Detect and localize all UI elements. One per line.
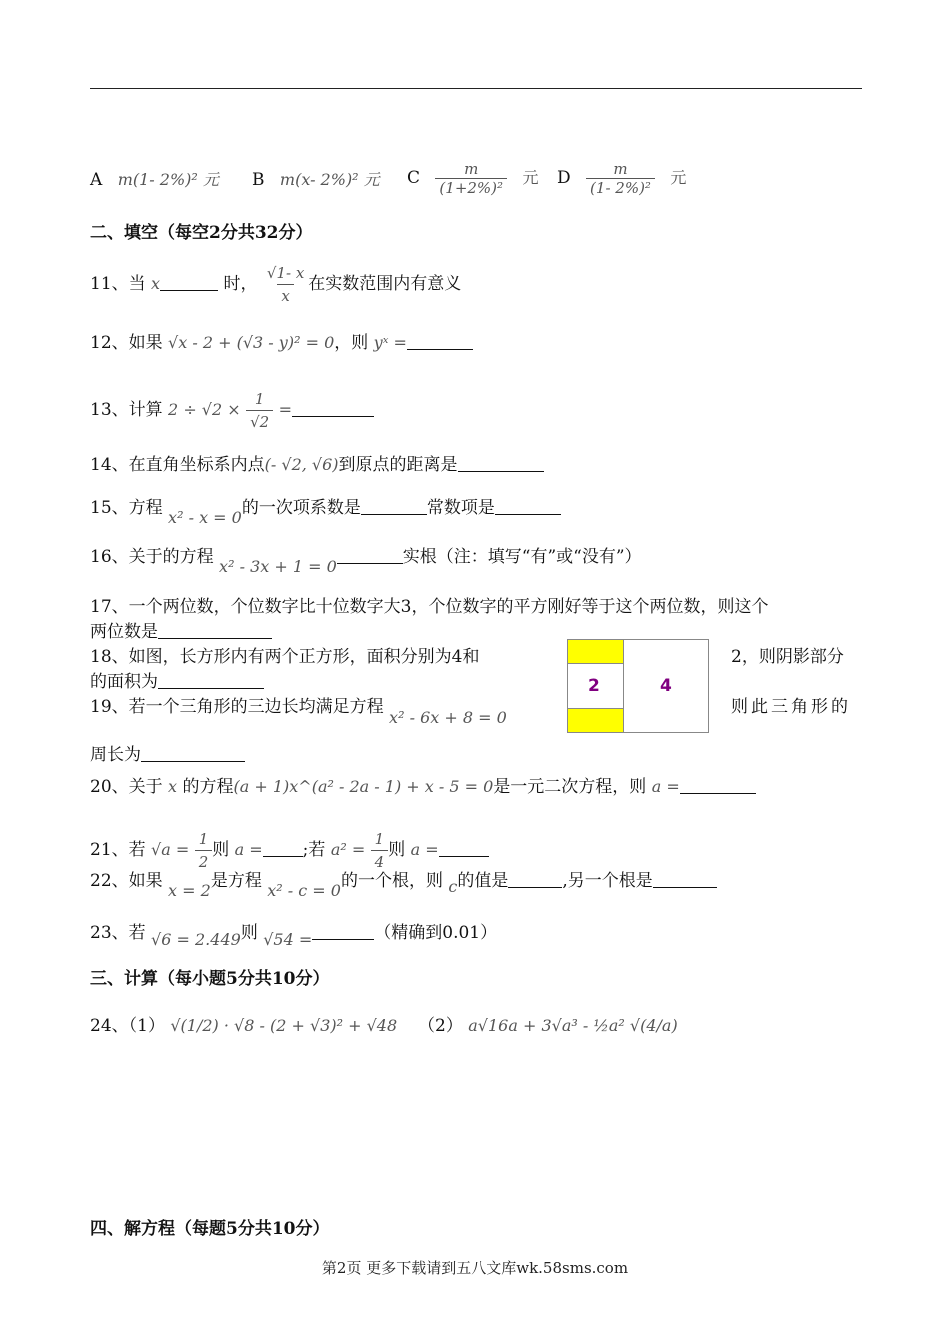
q21-answer-1: a = — [234, 840, 263, 859]
q14-blank[interactable] — [458, 455, 544, 472]
q15-blank-2[interactable] — [495, 498, 561, 515]
q23-expr-2: √54 = — [263, 930, 313, 949]
figure-divider — [623, 640, 624, 732]
q21-expr-2: a² = — [330, 840, 366, 859]
q22-blank-2[interactable] — [653, 871, 717, 888]
q17-blank[interactable] — [158, 622, 272, 639]
q21-then-1: 则 — [212, 840, 230, 860]
q13-blank[interactable] — [292, 400, 374, 417]
shaded-region-top — [568, 640, 623, 664]
q22-mid-4: ,另一个根是 — [562, 871, 653, 891]
q16-equation: x² - 3x + 1 = 0 — [219, 557, 337, 576]
q15-equation: x² - x = 0 — [168, 508, 242, 527]
q20-suffix: 是一元二次方程，则 — [493, 777, 647, 797]
q14-prefix: 14、在直角坐标系内点 — [90, 455, 265, 475]
q21-blank-1[interactable] — [263, 840, 303, 857]
question-16 — [90, 546, 642, 576]
question-21 — [90, 828, 489, 873]
question-17-line-1: 17、一个两位数，个位数字比十位数字大3，个位数字的平方刚好等于这个两位数，则这个 — [90, 597, 769, 617]
q24-label-2: （2） — [418, 1016, 463, 1036]
q21-then-2: 则 — [388, 840, 406, 860]
q17-prefix: 两位数是 — [90, 622, 158, 642]
q11-prefix: 11、当 — [90, 274, 146, 294]
header-rule — [90, 88, 862, 89]
q20-equals: a = — [651, 777, 680, 796]
q13-numerator: 1 — [254, 390, 265, 408]
q20-equation: (a + 1)x^(a² - 2a - 1) + x - 5 = 0 — [233, 777, 494, 796]
question-13 — [90, 388, 374, 433]
q12-equation: √x - 2 + (√3 - y)² = 0 — [168, 333, 335, 352]
section-2-title: 二、填空（每空2分共32分） — [90, 223, 313, 243]
option-a-letter: A — [90, 170, 103, 190]
q20-mid: 的方程 — [182, 777, 234, 797]
q13-fraction — [246, 388, 273, 433]
question-17-line-2 — [90, 621, 272, 643]
q13-expression: 2 ÷ √2 × — [168, 400, 241, 419]
option-d-unit: 元 — [670, 168, 687, 187]
q21-prefix: 21、若 — [90, 840, 146, 860]
q19-blank[interactable] — [141, 745, 245, 762]
question-19-line-2 — [90, 744, 245, 766]
option-d-numerator: m — [613, 160, 628, 178]
question-22 — [90, 870, 717, 900]
rectangle-figure — [567, 639, 709, 733]
q15-blank-1[interactable] — [361, 498, 427, 515]
q23-suffix: （精确到0.01） — [374, 923, 498, 943]
q18-suffix: 2，则阴影部分 — [731, 647, 844, 667]
option-c-denominator: (1+2%)² — [435, 178, 507, 197]
q21-separator: ;若 — [302, 840, 326, 860]
q19-equation: x² - 6x + 8 = 0 — [389, 708, 507, 727]
q24-expression-1: √(1/2) · √8 - (2 + √3)² + √48 — [170, 1016, 398, 1035]
section-4-title: 四、解方程（每题5分共10分） — [90, 1219, 330, 1239]
option-c-unit: 元 — [522, 168, 539, 187]
figure-label-2: 2 — [588, 676, 600, 696]
q23-mid: 则 — [240, 923, 258, 943]
q22-variable: c — [448, 877, 458, 896]
q21-blank-2[interactable] — [439, 840, 489, 857]
q13-denominator: √2 — [246, 410, 273, 433]
option-b-expr: m(x- 2%)² 元 — [279, 170, 380, 189]
option-c-numerator: m — [464, 160, 479, 178]
q12-blank[interactable] — [407, 333, 473, 350]
q11-blank[interactable] — [160, 274, 218, 291]
q16-blank[interactable] — [337, 547, 403, 564]
option-b — [252, 167, 380, 190]
option-a-expr: m(1- 2%)² 元 — [117, 170, 219, 189]
question-11 — [90, 262, 461, 307]
shaded-region-bottom — [568, 708, 623, 732]
q22-blank-1[interactable] — [508, 871, 562, 888]
q24-prefix: 24、（1） — [90, 1016, 165, 1036]
question-18 — [90, 646, 479, 668]
q13-equals: = — [278, 400, 292, 419]
q15-mid-2: 常数项是 — [426, 498, 495, 518]
q15-mid: 的一次项系数是 — [241, 498, 361, 518]
q18-line2: 的面积为 — [90, 672, 158, 692]
option-d-denominator: (1- 2%)² — [586, 178, 655, 197]
q19-line2: 周长为 — [90, 745, 141, 765]
q11-numerator: √1- x — [266, 264, 305, 282]
question-12 — [90, 332, 473, 354]
q22-mid-2: 的一个根，则 — [340, 871, 443, 891]
q19-suffix: 则此三角形的 — [731, 697, 851, 717]
q22-mid-3: 的值是 — [457, 871, 509, 891]
question-15 — [90, 497, 561, 527]
q18-blank[interactable] — [158, 672, 264, 689]
option-c-fraction — [435, 160, 507, 197]
question-14 — [90, 454, 544, 476]
q15-prefix: 15、方程 — [90, 498, 163, 518]
q11-fraction — [263, 262, 308, 307]
q13-prefix: 13、计算 — [90, 400, 163, 420]
question-19 — [90, 696, 507, 727]
question-18-line-2 — [90, 671, 264, 693]
question-20 — [90, 776, 756, 798]
q22-expr-2: x² - c = 0 — [267, 881, 341, 900]
q16-prefix: 16、关于的方程 — [90, 547, 214, 567]
q21-fraction-2 — [371, 828, 389, 873]
q16-suffix: 实根（注：填写“有”或“没有”） — [402, 547, 642, 567]
q18-prefix: 18、如图，长方形内有两个正方形，面积分别为4和 — [90, 647, 480, 667]
q21-expr-1: √a = — [151, 840, 190, 859]
question-24-part-2 — [418, 1015, 678, 1037]
q20-variable: x — [168, 777, 178, 796]
q14-point: (- √2, √6) — [264, 455, 339, 474]
page-footer: 第2页 更多下载请到五八文库wk.58sms.com — [321, 1259, 629, 1277]
q11-variable: x — [151, 274, 161, 293]
option-d-letter: D — [557, 168, 571, 188]
section-3-title: 三、计算（每小题5分共10分） — [90, 969, 330, 989]
option-d-fraction — [586, 160, 655, 197]
q22-mid: 是方程 — [210, 871, 262, 891]
option-a — [90, 167, 219, 190]
option-c — [407, 160, 538, 197]
q21-fraction-1 — [195, 828, 213, 873]
q23-prefix: 23、若 — [90, 923, 146, 943]
q21-f1-numerator: 1 — [198, 830, 209, 848]
option-c-letter: C — [407, 168, 421, 188]
q21-answer-2: a = — [410, 840, 439, 859]
q19-prefix: 19、若一个三角形的三边长均满足方程 — [90, 697, 384, 717]
q21-f1-denominator: 2 — [195, 850, 213, 873]
q12-mid: ，则 — [334, 333, 369, 353]
q14-suffix: 到原点的距离是 — [338, 455, 458, 475]
q20-blank[interactable] — [680, 777, 756, 794]
q11-suffix: 在实数范围内有意义 — [308, 274, 462, 294]
q23-expr-1: √6 = 2.449 — [151, 930, 241, 949]
question-23 — [90, 922, 498, 949]
q21-f2-numerator: 1 — [374, 830, 385, 848]
q11-denominator: x — [277, 284, 293, 307]
q12-prefix: 12、如果 — [90, 333, 163, 353]
q22-prefix: 22、如果 — [90, 871, 163, 891]
option-d — [557, 160, 686, 197]
q20-prefix: 20、关于 — [90, 777, 163, 797]
question-24 — [90, 1015, 397, 1037]
q24-expression-2: a√16a + 3√a³ - ½a² √(4/a) — [468, 1016, 678, 1035]
q23-blank[interactable] — [312, 923, 374, 940]
q11-mid: 时， — [223, 274, 258, 294]
q12-expression: yˣ = — [373, 333, 407, 352]
q21-f2-denominator: 4 — [371, 850, 389, 873]
figure-label-4: 4 — [660, 676, 672, 696]
q22-expr-1: x = 2 — [168, 881, 211, 900]
option-b-letter: B — [252, 170, 265, 190]
